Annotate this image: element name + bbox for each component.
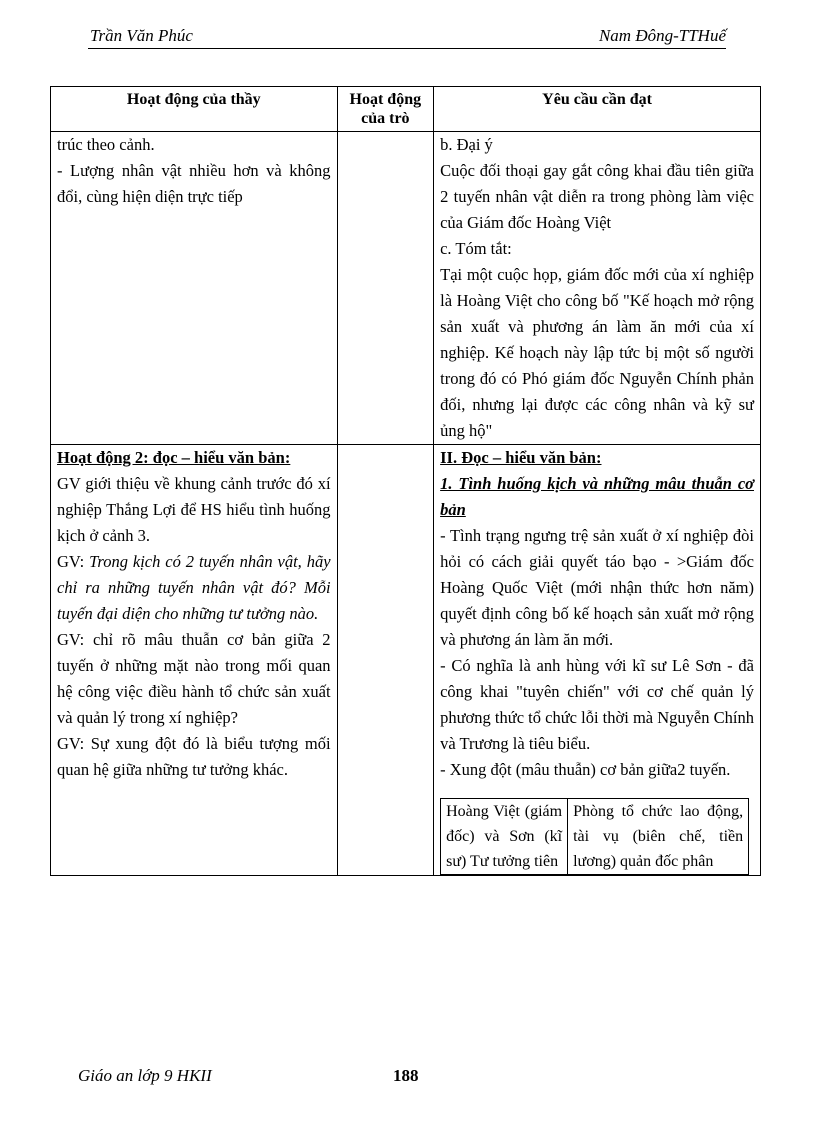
table-row — [51, 445, 761, 876]
text-line: - Có nghĩa là anh hùng với kĩ sư Lê Sơn - đã công khai "tuyên chiến" với cơ chế quản lý phương thức tổ chức lỗi thời mà Nguyễn Chính và Trương là tiêu biểu. — [440, 656, 754, 753]
lesson-table — [50, 86, 761, 876]
teacher-cell — [51, 132, 338, 445]
inner-left-cell: Hoàng Việt (giám đốc) và Sơn (kĩ sư) Tư tưởng tiên — [441, 799, 568, 875]
text-line: - Xung đột (mâu thuẫn) cơ bản giữa2 tuyến. — [440, 760, 731, 779]
text-line: - Tình trạng ngưng trệ sản xuất ở xí nghiệp đòi hỏi có cách giải quyết táo bạo - >Giám đốc Hoàng Quốc Việt (mới nhận thức hơn năm) quyết định công bố kế hoạch sản xuất mở rộng và phương án làm ăn mới. — [440, 526, 754, 649]
table-row — [51, 132, 761, 445]
text-line: trúc theo cảnh. — [57, 135, 155, 154]
text-line: c. Tóm tắt: — [440, 239, 512, 258]
text-line — [57, 549, 331, 627]
requirements-cell — [434, 445, 761, 876]
table-row — [441, 799, 749, 875]
footer-title: Giáo an lớp 9 HKII — [78, 1066, 212, 1085]
text-line: GV: Sự xung đột đó là biểu tượng mối quan hệ giữa những tư tưởng khác. — [57, 734, 331, 779]
text-line: b. Đại ý — [440, 135, 493, 154]
requirements-cell — [434, 132, 761, 445]
text-line: - Lượng nhân vật nhiều hơn và không đổi, cùng hiện diện trực tiếp — [57, 161, 331, 206]
header-requirements: Yêu cầu cần đạt — [434, 87, 761, 132]
question-text: Trong kịch có 2 tuyến nhân vật, hãy chỉ ra những tuyến nhân vật đó? Mỗi tuyến đại diện cho những tư tưởng nào. — [57, 552, 331, 623]
gv-prefix: GV: — [57, 552, 90, 571]
header-location: Nam Đông-TTHuế — [598, 26, 726, 45]
header-teacher: Hoạt động của thầy — [51, 87, 338, 132]
text-line: GV giới thiệu về khung cảnh trước đó xí nghiệp Thắng Lợi để HS hiểu tình huống kịch ở cảnh 3. — [57, 474, 331, 545]
text-line: Tại một cuộc họp, giám đốc mới của xí nghiệp là Hoàng Việt cho công bố "Kế hoạch mở rộng sản xuất và phương án làm ăn mới của xí nghiệp. Kế hoạch này lập tức bị một số người trong đó có Phó giám đốc Nguyễn Chính phản đối, nhưng lại được các công nhân và kỹ sư ủng hộ" — [440, 265, 754, 440]
conflict-table — [440, 798, 749, 875]
inner-right-cell: Phòng tổ chức lao động, tài vụ (biên chế, tiền lương) quản đốc phân — [568, 799, 749, 875]
teacher-cell — [51, 445, 338, 876]
page-number: 188 — [393, 1066, 419, 1085]
subsection-heading: 1. Tình huống kịch và những mâu thuẫn cơ bản — [440, 474, 754, 519]
text-line: Cuộc đối thoại gay gắt công khai đầu tiên giữa 2 tuyến nhân vật diễn ra trong phòng làm việc của Giám đốc Hoàng Việt — [440, 161, 754, 232]
section-heading: II. Đọc – hiểu văn bản: — [440, 448, 602, 467]
table-header-row — [51, 87, 761, 132]
student-cell — [337, 132, 434, 445]
text-line: GV: chỉ rõ mâu thuẫn cơ bản giữa 2 tuyến ở những mặt nào trong mối quan hệ công việc điều hành tổ chức sản xuất và quản lý trong xí nghiệp? — [57, 630, 331, 727]
activity-heading: Hoạt động 2: đọc – hiểu văn bản: — [57, 448, 291, 467]
student-cell — [337, 445, 434, 876]
header-author: Trần Văn Phúc — [90, 26, 193, 45]
header-student: Hoạt động của trò — [337, 87, 434, 132]
page-header — [88, 26, 726, 49]
